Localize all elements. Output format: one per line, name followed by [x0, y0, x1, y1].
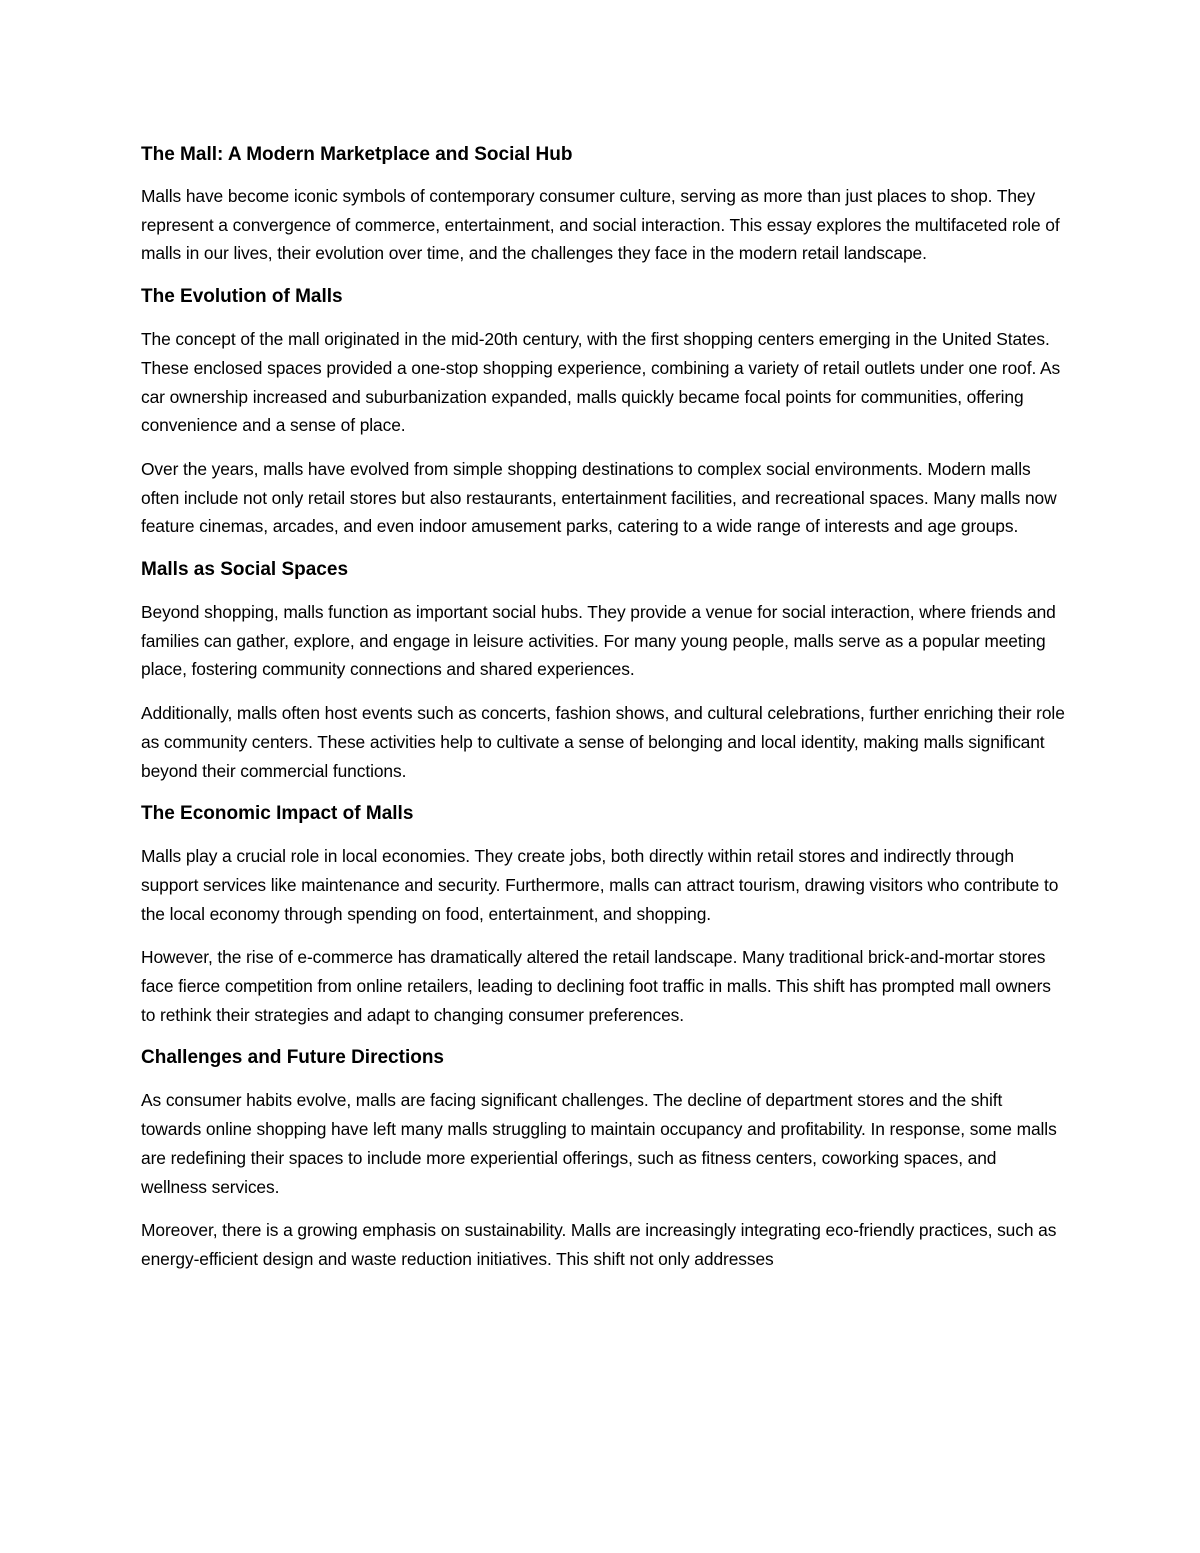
document-title: The Mall: A Modern Marketplace and Social Hub	[141, 144, 573, 165]
section-heading-challenges: Challenges and Future Directions	[141, 1047, 444, 1069]
section-heading-economic-impact: The Economic Impact of Malls	[141, 803, 414, 825]
section-heading-evolution: The Evolution of Malls	[141, 286, 343, 308]
paragraph: As consumer habits evolve, malls are facing significant challenges. The decline of department stores and the shift towards online shopping have left many malls struggling to maintain occupancy and profitability. In response, some malls are redefining their spaces to include more experiential offerings, such as fitness centers, coworking spaces, and wellness services.	[141, 1090, 1057, 1197]
intro-paragraph: Malls have become iconic symbols of contemporary consumer culture, serving as more than just places to shop. They represent a convergence of commerce, entertainment, and social interaction. This essay explores the multifaceted role of malls in our lives, their evolution over time, and the challenges they face in the modern retail landscape.	[141, 186, 1060, 264]
section-heading-social-spaces: Malls as Social Spaces	[141, 559, 349, 581]
paragraph: Additionally, malls often host events such as concerts, fashion shows, and cultural celebrations, further enriching their role as community centers. These activities help to cultivate a sense of belonging and local identity, making malls significant beyond their commercial functions.	[141, 703, 1065, 781]
paragraph: However, the rise of e-commerce has dramatically altered the retail landscape. Many traditional brick-and-mortar stores face fierce competition from online retailers, leading to declining foot traffic in malls. This shift has prompted mall owners to rethink their strategies and adapt to changing consumer preferences.	[141, 947, 1051, 1025]
paragraph: The concept of the mall originated in the mid-20th century, with the first shopping centers emerging in the United States. These enclosed spaces provided a one-stop shopping experience, combining a variety of retail outlets under one roof. As car ownership increased and suburbanization expanded, malls quickly became focal points for communities, offering convenience and a sense of place.	[141, 329, 1061, 436]
document-body	[141, 140, 1066, 1289]
paragraph: Moreover, there is a growing emphasis on sustainability. Malls are increasingly integrating eco-friendly practices, such as energy-efficient design and waste reduction initiatives. This shift not only addresses	[141, 1220, 1057, 1269]
paragraph: Malls play a crucial role in local economies. They create jobs, both directly within retail stores and indirectly through support services like maintenance and security. Furthermore, malls can attract tourism, drawing visitors who contribute to the local economy through spending on food, entertainment, and shopping.	[141, 846, 1059, 924]
paragraph: Over the years, malls have evolved from simple shopping destinations to complex social environments. Modern malls often include not only retail stores but also restaurants, entertainment facilities, and recreational spaces. Many malls now feature cinemas, arcades, and even indoor amusement parks, catering to a wide range of interests and age groups.	[141, 458, 1057, 537]
paragraph: Beyond shopping, malls function as important social hubs. They provide a venue for social interaction, where friends and families can gather, explore, and engage in leisure activities. For many young people, malls serve as a popular meeting place, fostering community connections and shared experiences.	[141, 602, 1056, 680]
